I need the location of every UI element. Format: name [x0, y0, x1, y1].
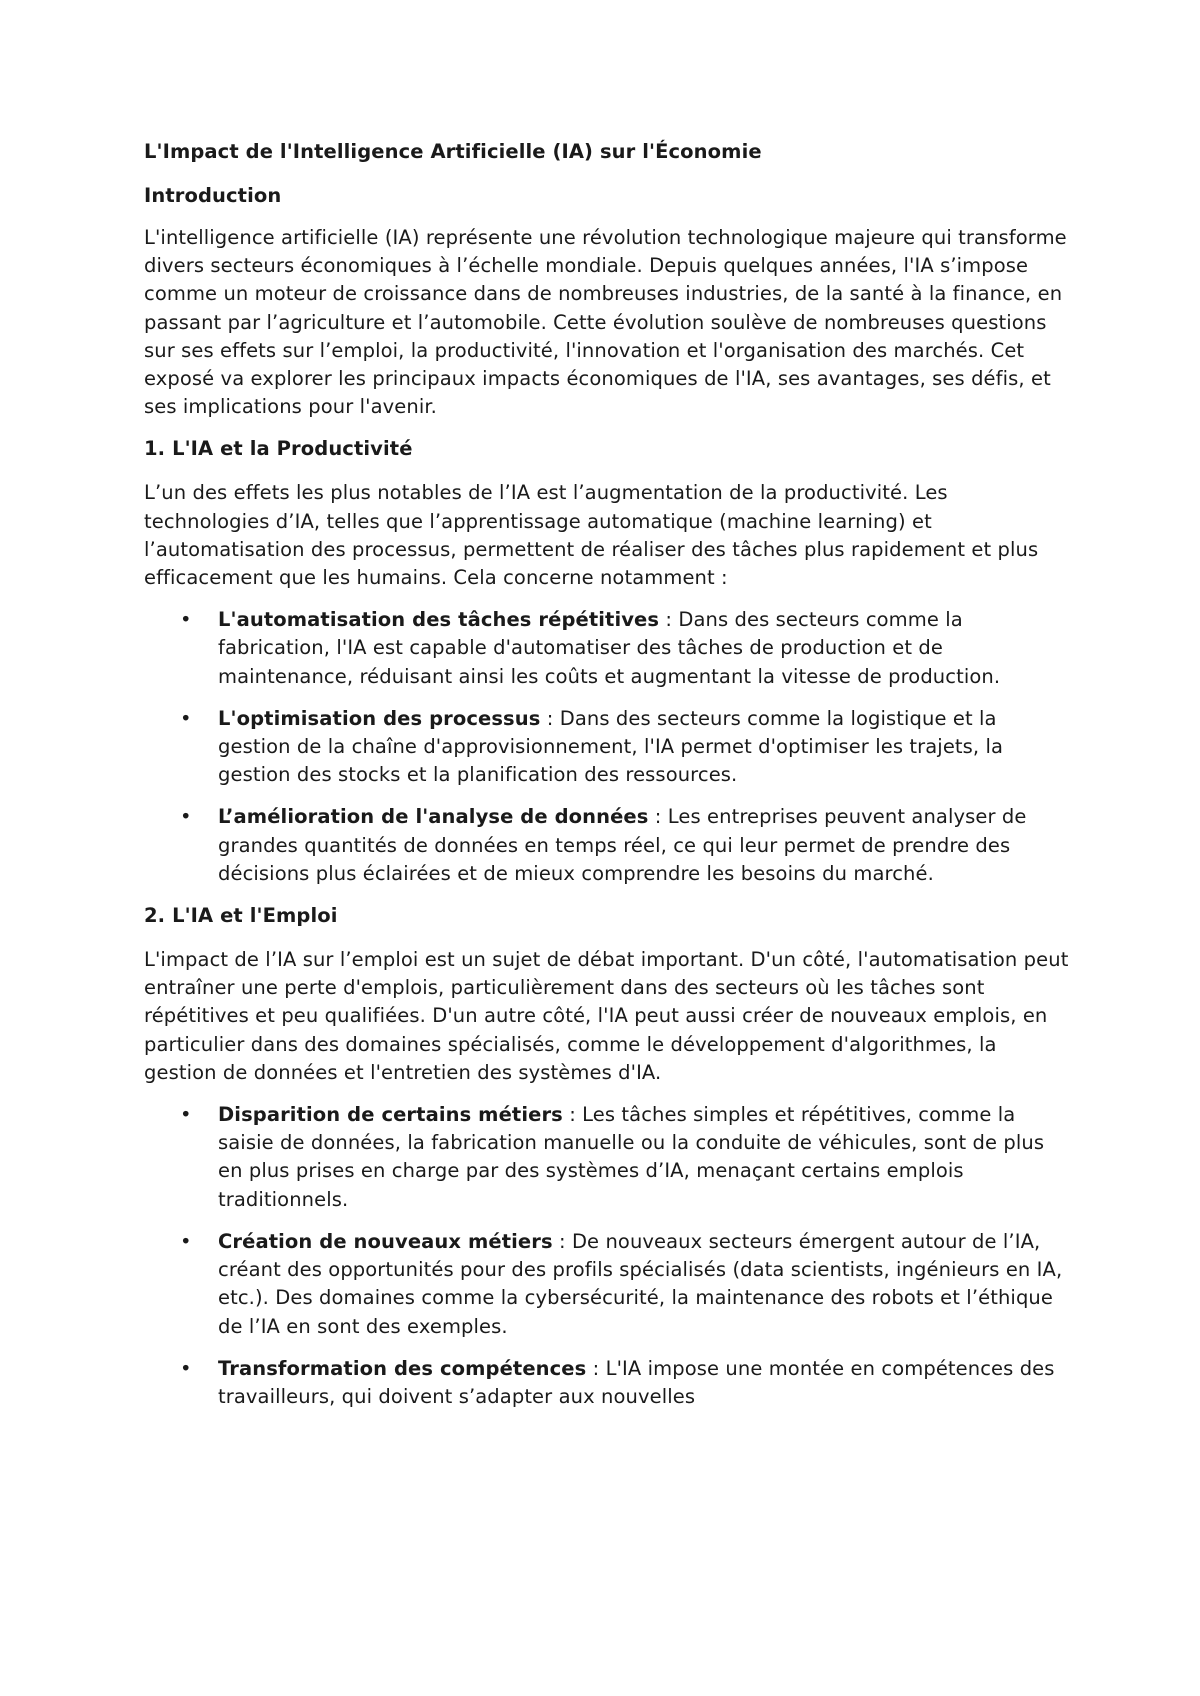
- list-item-text: : Les entreprises peuvent analyser de grandes quantités de données en temps réel, ce qui leur permet de prendre des décisions plus éclairées et de mieux comprendre les besoins du marché.: [218, 805, 1027, 885]
- section-2-heading: 2. L'IA et l'Emploi: [144, 904, 338, 928]
- bullet-icon: •: [180, 805, 192, 829]
- list-item: [180, 1355, 1074, 1411]
- list-item-term: Transformation des compétences: [218, 1356, 587, 1380]
- list-item-term: L'automatisation des tâches répétitives: [218, 608, 660, 632]
- list-item: [180, 606, 1074, 691]
- section-1-heading: 1. L'IA et la Productivité: [144, 437, 413, 461]
- section-1-paragraph: L’un des effets les plus notables de l’IA est l’augmentation de la productivité. Les technologies d’IA, telles que l’apprentissage automatique (machine learning) et l’automatisation des processus, permettent de réaliser des tâches plus rapidement et plus efficacement que les humains. Cela concerne notamment :: [144, 481, 1039, 590]
- list-item-text: : Dans des secteurs comme la fabrication, l'IA est capable d'automatiser des tâches de production et de maintenance, réduisant ainsi les coûts et augmentant la vitesse de production.: [218, 608, 1001, 688]
- list-item-term: L’amélioration de l'analyse de données: [218, 805, 649, 829]
- list-item-term: L'optimisation des processus: [218, 706, 541, 730]
- document-title: L'Impact de l'Intelligence Artificielle (IA) sur l'Économie: [144, 140, 762, 163]
- list-item-term: Création de nouveaux métiers: [218, 1229, 553, 1253]
- list-item-term: Disparition de certains métiers: [218, 1103, 563, 1127]
- section-2-bullet-list: [144, 1101, 1074, 1411]
- list-item: [180, 803, 1074, 888]
- list-item-text: : Les tâches simples et répétitives, comme la saisie de données, la fabrication manuelle ou la conduite de véhicules, sont de plus en plus prises en charge par des systèmes d’IA, menaçant certains emplois traditionnels.: [218, 1103, 1045, 1211]
- bullet-icon: •: [180, 706, 192, 730]
- bullet-icon: •: [180, 1356, 192, 1380]
- bullet-icon: •: [180, 608, 192, 632]
- list-item: [180, 705, 1074, 790]
- section-1-bullet-list: [144, 606, 1074, 888]
- document-page: [144, 138, 1074, 1425]
- introduction-heading: Introduction: [144, 184, 282, 207]
- list-item-text: : Dans des secteurs comme la logistique et la gestion de la chaîne d'approvisionnement, l'IA permet d'optimiser les trajets, la gestion des stocks et la planification des ressources.: [218, 706, 1004, 787]
- bullet-icon: •: [180, 1229, 192, 1253]
- list-item-text: : De nouveaux secteurs émergent autour de l’IA, créant des opportunités pour des profils spécialisés (data scientists, ingénieurs en IA, etc.). Des domaines comme la cybersécurité, la maintenance des robots et l’éthique de l’IA en sont des exemples.: [218, 1229, 1063, 1338]
- list-item-text: : L'IA impose une montée en compétences des travailleurs, qui doivent s’adapter aux nouvelles: [218, 1356, 1055, 1408]
- list-item: [180, 1101, 1074, 1214]
- introduction-paragraph: L'intelligence artificielle (IA) représente une révolution technologique majeure qui transforme divers secteurs économiques à l’échelle mondiale. Depuis quelques années, l'IA s’impose comme un moteur de croissance dans de nombreuses industries, de la santé à la finance, en passant par l’agriculture et l’automobile. Cette évolution soulève de nombreuses questions sur ses effets sur l’emploi, la productivité, l'innovation et l'organisation des marchés. Cet exposé va explorer les principaux impacts économiques de l'IA, ses avantages, ses défis, et ses implications pour l'avenir.: [144, 226, 1067, 419]
- bullet-icon: •: [180, 1103, 192, 1127]
- section-2-paragraph: L'impact de l’IA sur l’emploi est un sujet de débat important. D'un côté, l'automatisation peut entraîner une perte d'emplois, particulièrement dans des secteurs où les tâches sont répétitives et peu qualifiées. D'un autre côté, l'IA peut aussi créer de nouveaux emplois, en particulier dans des domaines spécialisés, comme le développement d'algorithmes, la gestion de données et l'entretien des systèmes d'IA.: [144, 948, 1069, 1084]
- list-item: [180, 1228, 1074, 1341]
